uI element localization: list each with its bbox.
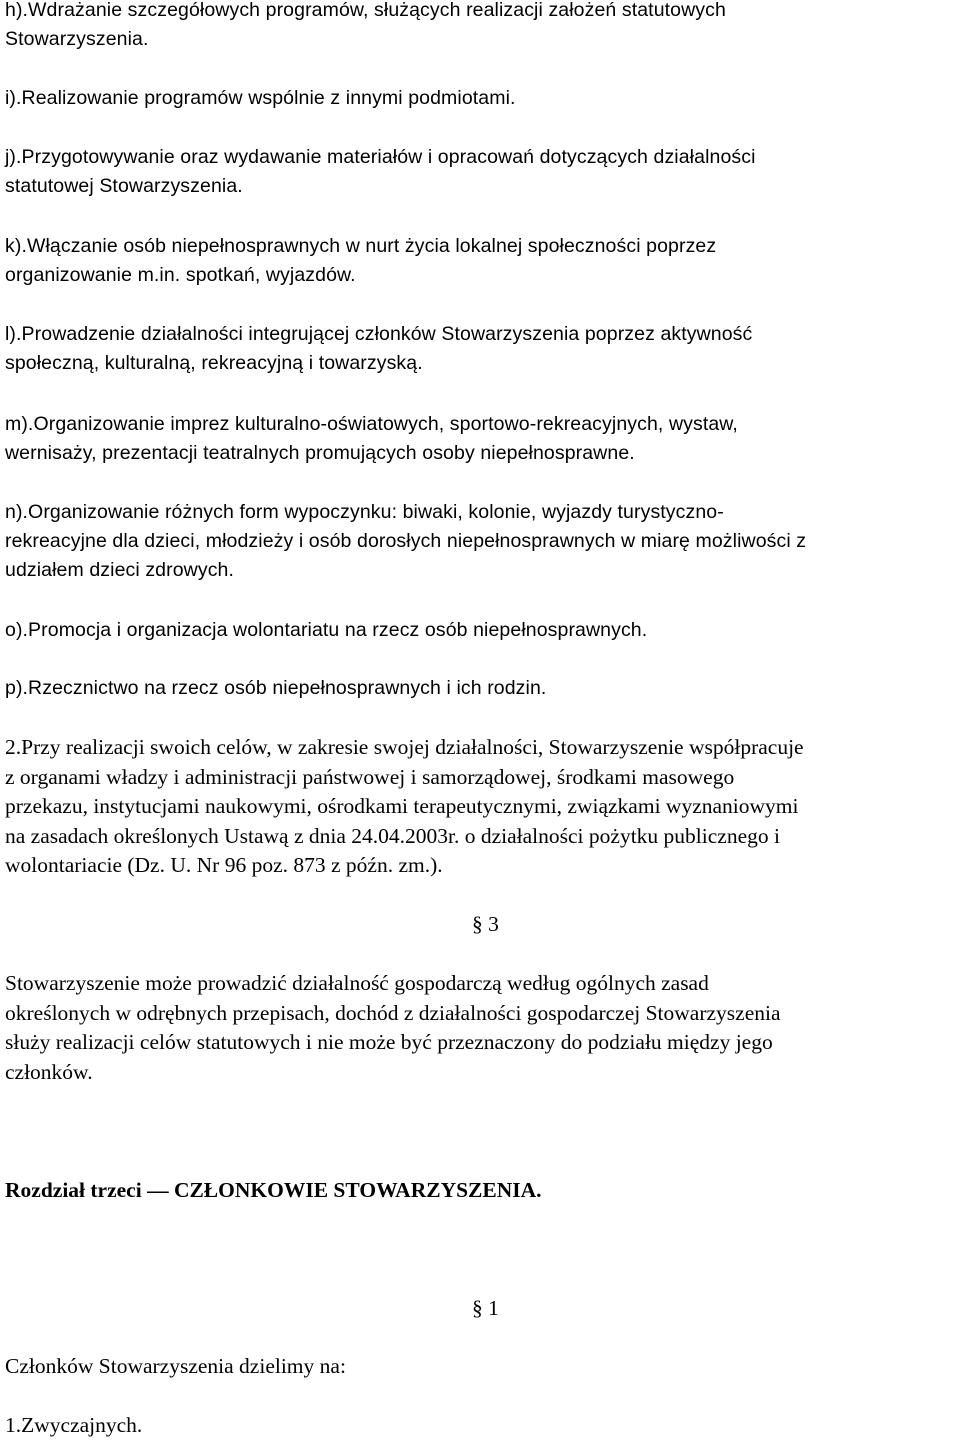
list-item-i <box>5 84 516 113</box>
list-item-k <box>5 232 716 290</box>
text-line: przekazu, instytucjami naukowymi, ośrodkami terapeutycznymi, związkami wyznaniowymi <box>5 794 799 818</box>
text-line: na zasadach określonych Ustawą z dnia 24.04.2003r. o działalności pożytku publicznego i <box>5 823 780 848</box>
text-line: członków. <box>5 1059 93 1084</box>
list-item-h <box>5 0 726 54</box>
text-line: statutowej Stowarzyszenia. <box>5 175 243 197</box>
text-line: p).Rzecznictwo na rzecz osób niepełnosprawnych i ich rodzin. <box>5 677 547 699</box>
text-line: służy realizacji celów statutowych i nie może być przeznaczony do podziału między jego <box>5 1030 773 1054</box>
section-1-list-item: 1.Zwyczajnych. <box>5 1413 143 1437</box>
text-line: społeczną, kulturalną, rekreacyjną i towarzyską. <box>5 352 423 374</box>
text-line: m).Organizowanie imprez kulturalno-oświatowych, sportowo-rekreacyjnych, wystaw, <box>5 413 738 435</box>
text-line: udziałem dzieci zdrowych. <box>5 559 235 581</box>
list-item-p <box>5 674 546 703</box>
text-line: l).Prowadzenie działalności integrującej członków Stowarzyszenia poprzez aktywność <box>5 323 753 345</box>
list-item-l <box>5 320 752 378</box>
text-line: j).Przygotowywanie oraz wydawanie materiałów i opracowań dotyczących działalności <box>5 146 756 168</box>
section-1-intro: Członków Stowarzyszenia dzielimy na: <box>5 1354 346 1378</box>
text-line: k).Włączanie osób niepełnosprawnych w nurt życia lokalnej społeczności poprzez <box>5 235 717 257</box>
section-sign-1: § 1 <box>472 1296 499 1320</box>
text-line: rekreacyjne dla dzieci, młodzieży i osób dorosłych niepełnosprawnych w miarę możliwości z <box>5 530 807 552</box>
text-line: z organami władzy i administracji państwowej i samorządowej, środkami masowego <box>5 764 735 789</box>
text-line: wernisaży, prezentacji teatralnych promujących osoby niepełnosprawne. <box>5 442 635 464</box>
text-line: h).Wdrażanie szczegółowych programów, służących realizacji założeń statutowych <box>5 0 726 21</box>
text-line: wolontariacie (Dz. U. Nr 96 poz. 873 z późn. zm.). <box>5 853 443 877</box>
list-item-j <box>5 143 756 201</box>
text-line: Stowarzyszenia. <box>5 28 149 50</box>
section-sign-3: § 3 <box>472 912 499 936</box>
text-line: określonych w odrębnych przepisach, dochód z działalności gospodarczej Stowarzyszenia <box>5 1000 781 1025</box>
paragraph-section-3 <box>5 969 781 1087</box>
list-item-o <box>5 616 647 645</box>
text-line: 2.Przy realizacji swoich celów, w zakresie swojej działalności, Stowarzyszenie współpracuje <box>5 735 804 759</box>
list-item-m <box>5 410 738 468</box>
text-line: Stowarzyszenie może prowadzić działalność gospodarczą według ogólnych zasad <box>5 971 709 995</box>
text-line: o).Promocja i organizacja wolontariatu na rzecz osób niepełnosprawnych. <box>5 619 648 641</box>
paragraph-point-2 <box>5 733 804 881</box>
text-line: organizowanie m.in. spotkań, wyjazdów. <box>5 264 356 286</box>
text-line: i).Realizowanie programów wspólnie z innymi podmiotami. <box>5 87 516 109</box>
chapter-heading: Rozdział trzeci — CZŁONKOWIE STOWARZYSZENIA. <box>5 1178 542 1202</box>
list-item-n <box>5 498 806 585</box>
text-line: n).Organizowanie różnych form wypoczynku: biwaki, kolonie, wyjazdy turystyczno- <box>5 501 724 523</box>
